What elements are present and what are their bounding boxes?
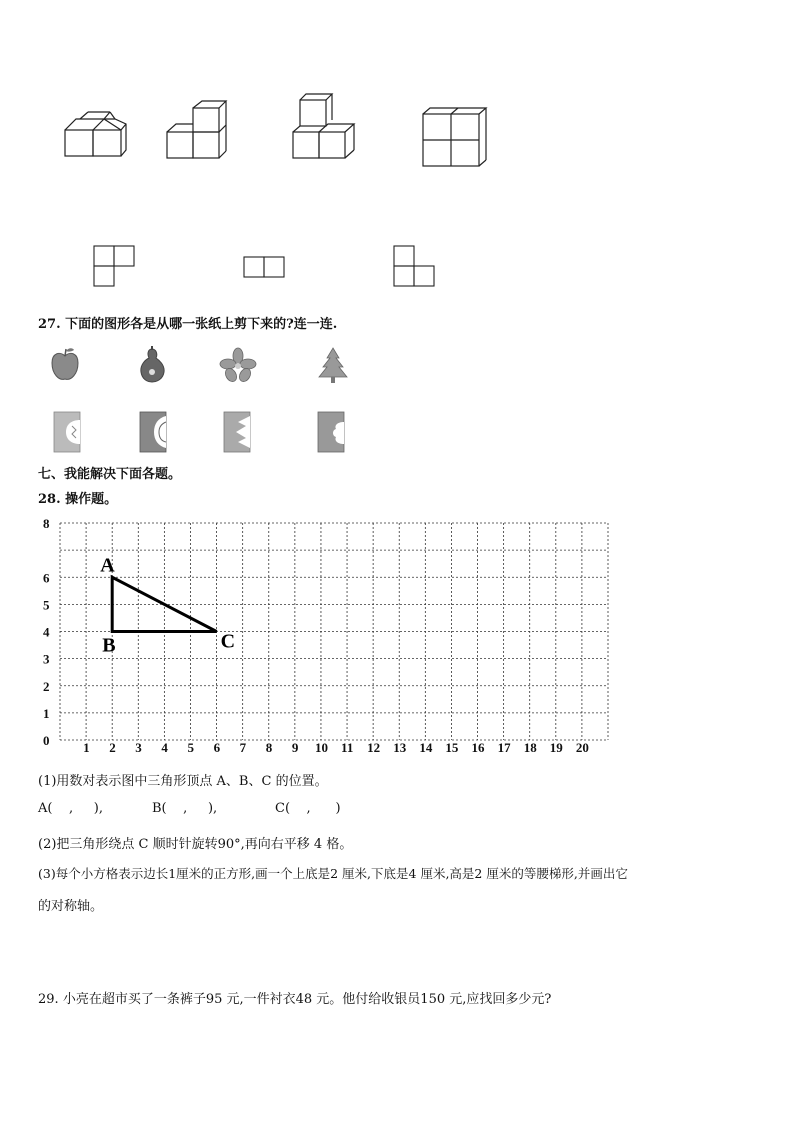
q27-text: 下面的图形各是从哪一张纸上剪下来的?连一连.	[65, 317, 338, 332]
q28-sub3-line2: 的对称轴。	[38, 899, 104, 914]
x-tick-label: 19	[549, 740, 563, 755]
x-tick-label: 16	[471, 740, 485, 755]
y-tick-label: 1	[43, 705, 50, 721]
x-tick-label: 14	[419, 740, 433, 755]
q28-answer-c: C( , )	[275, 801, 341, 816]
x-tick-label: 20	[575, 740, 589, 755]
q28-title: 操作题。	[65, 492, 118, 507]
x-tick-label: 6	[213, 740, 221, 755]
section7-title: 七、我能解决下面各题。	[38, 467, 182, 482]
x-tick-label: 13	[393, 740, 407, 755]
x-tick-label: 5	[187, 740, 194, 755]
q28-answer-a: A( , ),	[38, 801, 103, 816]
x-tick-label: 1	[83, 740, 90, 755]
x-tick-label: 17	[497, 740, 511, 755]
y-tick-label: 6	[43, 570, 50, 586]
q28-sub2: (2)把三角形绕点 C 顺时针旋转90°,再向右平移 4 格。	[38, 837, 353, 852]
q29-number: 29.	[38, 992, 59, 1007]
y-tick-label: 5	[43, 597, 50, 613]
vertex-label-a: A	[100, 554, 115, 577]
vertex-label-b: B	[102, 634, 116, 657]
q28-answer-b: B( , ),	[152, 801, 218, 816]
q28-sub3-line1: (3)每个小方格表示边长1厘米的正方形,画一个上底是2 厘米,下底是4 厘米,高是2 厘米的等腰梯形,并画出它	[38, 866, 628, 881]
x-tick-label: 4	[161, 740, 168, 755]
vertex-label-c: C	[220, 630, 236, 653]
x-tick-label: 2	[109, 740, 116, 755]
x-tick-label: 8	[265, 740, 273, 755]
x-tick-label: 11	[341, 740, 354, 755]
x-tick-label: 7	[239, 740, 247, 755]
y-tick-label: 0	[43, 733, 50, 748]
x-tick-label: 9	[291, 740, 299, 755]
q27-number: 27.	[38, 317, 61, 332]
q29-text: 小亮在超市买了一条裤子95 元,一件衬衣48 元。他付给收银员150 元,应找回多少元?	[62, 992, 552, 1007]
y-tick-label: 4	[43, 624, 50, 640]
x-tick-label: 12	[367, 740, 381, 755]
q28-number: 28.	[38, 492, 61, 507]
y-tick-label: 8	[43, 516, 50, 531]
x-tick-label: 3	[135, 740, 142, 755]
q29-heading	[38, 988, 551, 1007]
x-tick-label: 18	[523, 740, 537, 755]
x-tick-label: 10	[314, 740, 328, 755]
x-tick-label: 15	[445, 740, 459, 755]
q28-sub1: (1)用数对表示图中三角形顶点 A、B、C 的位置。	[38, 774, 328, 789]
y-tick-label: 2	[43, 678, 50, 694]
y-tick-label: 3	[43, 651, 50, 667]
